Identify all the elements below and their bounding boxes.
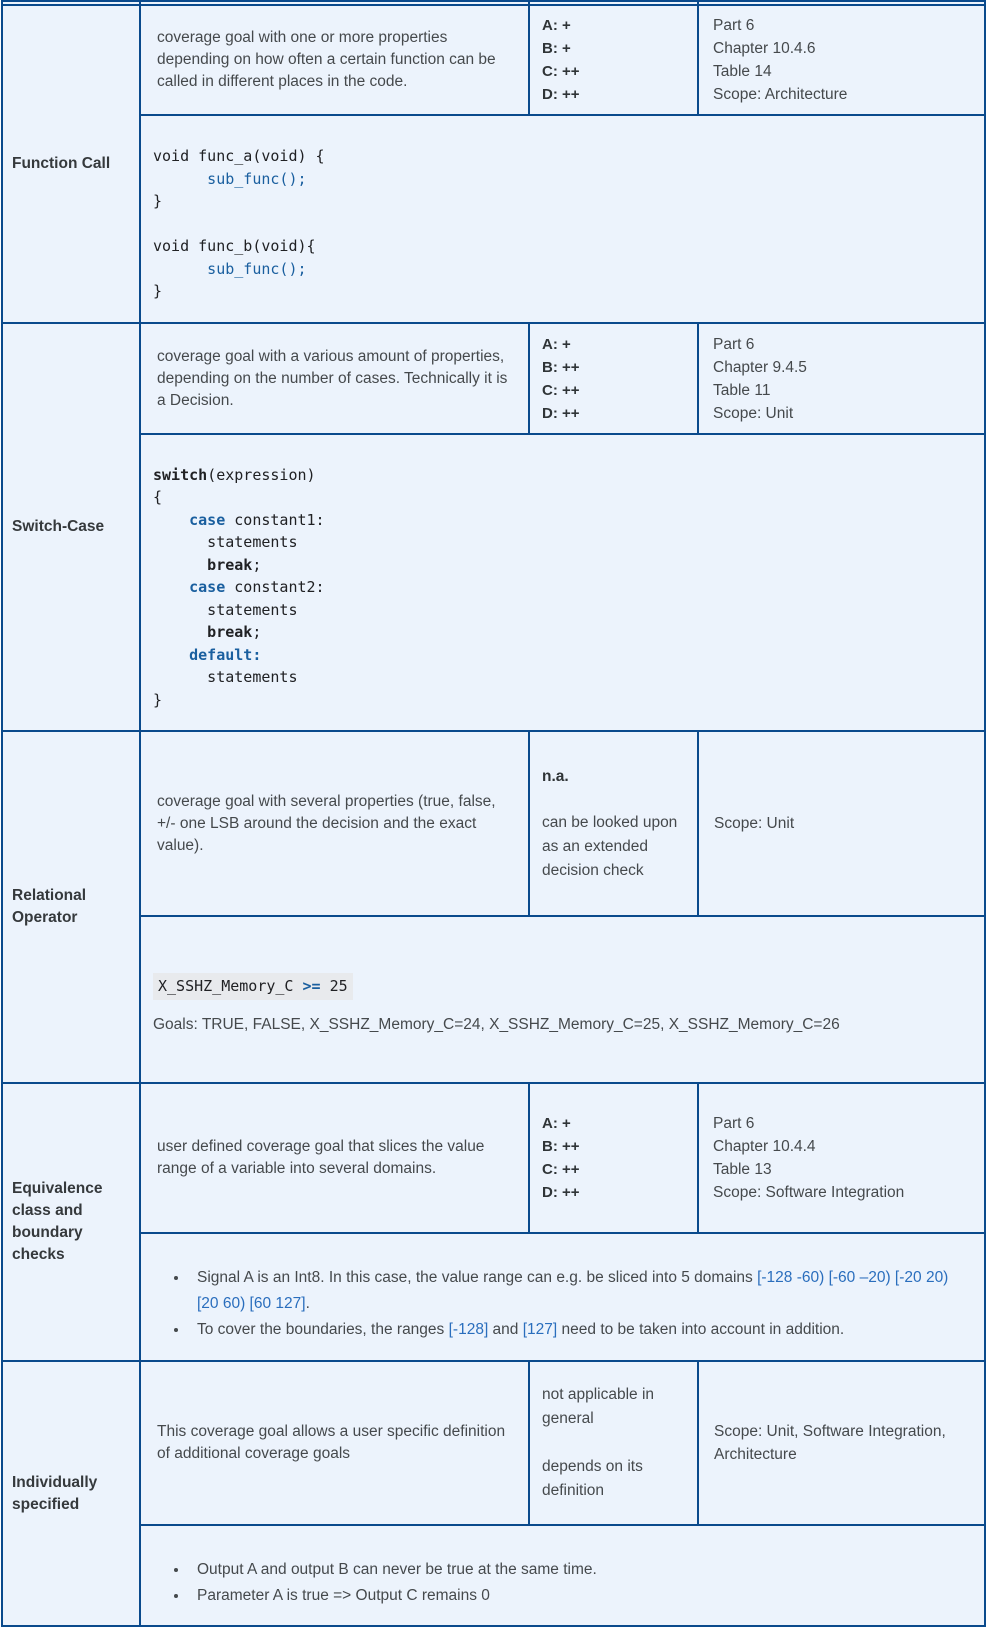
- code-token: case: [153, 510, 226, 529]
- code-token: 25: [320, 977, 348, 995]
- code-token: statements: [153, 600, 298, 619]
- reference-line: Scope: Unit: [713, 404, 794, 422]
- bullet-item: [189, 1583, 964, 1609]
- code-token: sub_func();: [153, 169, 307, 188]
- relational-example-cell: [140, 916, 985, 1083]
- code-token: (expression): [207, 465, 316, 484]
- code-line: [153, 258, 968, 281]
- code-token: sub_func();: [153, 259, 307, 278]
- code-line: [153, 689, 968, 712]
- description-cell: coverage goal with several properties (true, false, +/- one LSB around the decision and the exact value).: [140, 731, 529, 916]
- asil-rating-cell: [529, 1083, 698, 1233]
- na-note: depends on its definition: [542, 1458, 643, 1499]
- asil-line: B: +: [542, 40, 571, 57]
- description-cell: coverage goal with one or more properties depending on how often a certain function can be called in different places in the code.: [140, 5, 529, 115]
- range-link[interactable]: [127]: [522, 1321, 558, 1338]
- coverage-goals-table: [1, 0, 986, 1627]
- bullet-list: [165, 1557, 964, 1609]
- row-switch-case-example: [2, 434, 985, 731]
- code-line: [153, 644, 968, 667]
- bullet-text: need to be taken into account in addition.: [557, 1321, 845, 1338]
- asil-rating-cell: [529, 323, 698, 434]
- example-bullets-cell: [140, 1525, 985, 1626]
- code-line: [153, 280, 968, 303]
- na-label: n.a.: [542, 767, 569, 785]
- bullet-text: .: [305, 1295, 310, 1312]
- reference-line: Part 6: [713, 335, 755, 353]
- na-note: not applicable in general: [542, 1386, 655, 1427]
- code-token: constant2:: [225, 578, 325, 597]
- reference-line: Table 11: [713, 381, 771, 399]
- row-individually-specified-example: [2, 1525, 985, 1626]
- bullet-item: [189, 1557, 964, 1583]
- code-token: ;: [252, 623, 262, 642]
- code-line: [153, 599, 968, 622]
- code-token: default:: [153, 645, 262, 664]
- row-equivalence-header: [2, 1083, 985, 1233]
- row-function-call-header: [2, 5, 985, 115]
- range-link[interactable]: [-128 -60) [-60 –20) [-20 20) [20 60) [60 127]: [197, 1269, 949, 1312]
- asil-line: A: +: [542, 335, 571, 353]
- reference-line: Part 6: [713, 17, 755, 34]
- description-cell: coverage goal with a various amount of properties, depending on the number of cases. Technically it is a Decision.: [140, 323, 529, 434]
- row-relational-operator-example: [2, 916, 985, 1083]
- asil-line: D: ++: [542, 1184, 580, 1201]
- asil-line: D: ++: [542, 86, 580, 103]
- asil-line: B: ++: [542, 358, 580, 376]
- code-token: break: [153, 555, 253, 574]
- code-line: [153, 666, 968, 689]
- code-example-cell: [140, 434, 985, 731]
- asil-rating-cell: [529, 5, 698, 115]
- code-token: void func_a(void) {: [153, 147, 325, 166]
- description-cell: This coverage goal allows a user specific definition of additional coverage goals: [140, 1361, 529, 1525]
- row-individually-specified-header: [2, 1361, 985, 1525]
- bullet-item: [189, 1317, 964, 1343]
- reference-line: Part 6: [713, 1115, 755, 1132]
- scope-line: Scope: Unit, Software Integration, Architecture: [714, 1423, 946, 1463]
- asil-line: C: ++: [542, 381, 580, 399]
- asil-line: B: ++: [542, 1138, 580, 1155]
- row-label-equivalence: Equivalence class and boundary checks: [2, 1083, 140, 1361]
- code-token: case: [153, 578, 226, 597]
- code-block: [153, 464, 968, 712]
- scope-cell: [698, 731, 985, 916]
- scope-cell: [698, 1361, 985, 1525]
- scope-line: Scope: Unit: [714, 815, 795, 832]
- asil-line: D: ++: [542, 404, 580, 422]
- asil-line: A: +: [542, 17, 571, 34]
- asil-line: A: +: [542, 1115, 571, 1132]
- code-line: [153, 145, 968, 168]
- code-example-cell: [140, 115, 985, 323]
- code-line: [153, 486, 968, 509]
- bullet-list: [165, 1265, 964, 1343]
- code-line: [153, 509, 968, 532]
- reference-line: Chapter 9.4.5: [713, 358, 807, 376]
- reference-line: Scope: Architecture: [713, 86, 848, 103]
- code-line: [153, 531, 968, 554]
- code-block: [153, 145, 968, 303]
- row-switch-case-header: [2, 323, 985, 434]
- bullet-text: Output A and output B can never be true at the same time.: [197, 1560, 597, 1578]
- bullet-text: Parameter A is true => Output C remains 0: [197, 1586, 490, 1604]
- range-link[interactable]: [-128]: [448, 1321, 489, 1338]
- inline-code: [153, 973, 353, 1000]
- bullet-text: and: [488, 1321, 523, 1338]
- code-token: void func_b(void){: [153, 237, 316, 256]
- bullet-item: [189, 1265, 964, 1317]
- reference-cell: [698, 323, 985, 434]
- code-token: statements: [153, 668, 298, 687]
- code-line: [153, 168, 968, 191]
- code-token: }: [153, 192, 163, 211]
- not-applicable-cell: [529, 1361, 698, 1525]
- row-equivalence-example: [2, 1233, 985, 1361]
- code-line: [153, 235, 968, 258]
- code-token: switch: [153, 465, 208, 484]
- row-label-function-call: Function Call: [2, 5, 140, 323]
- code-token: X_SSHZ_Memory_C: [158, 977, 303, 995]
- code-token: >=: [302, 977, 321, 995]
- asil-line: C: ++: [542, 1161, 580, 1178]
- code-token: {: [153, 488, 163, 507]
- reference-line: Scope: Software Integration: [713, 1184, 905, 1201]
- description-cell: user defined coverage goal that slices the value range of a variable into several domains.: [140, 1083, 529, 1233]
- reference-line: Table 14: [713, 63, 772, 80]
- row-label-switch-case: Switch-Case: [2, 323, 140, 731]
- reference-cell: [698, 5, 985, 115]
- code-line-empty: [153, 213, 968, 236]
- row-function-call-example: [2, 115, 985, 323]
- row-relational-operator-header: [2, 731, 985, 916]
- goals-text: Goals: TRUE, FALSE, X_SSHZ_Memory_C=24, X_SSHZ_Memory_C=25, X_SSHZ_Memory_C=26: [153, 1016, 840, 1033]
- code-token: constant1:: [225, 510, 325, 529]
- row-label-relational-operator: Relational Operator: [2, 731, 140, 1083]
- code-token: }: [153, 690, 163, 709]
- reference-line: Table 13: [713, 1161, 772, 1178]
- code-token: break: [153, 623, 253, 642]
- code-token: statements: [153, 533, 298, 552]
- bullet-text: Signal A is an Int8. In this case, the value range can e.g. be sliced into 5 domains: [197, 1269, 758, 1286]
- reference-line: Chapter 10.4.4: [713, 1138, 816, 1155]
- row-label-individually-specified: Individually specified: [2, 1361, 140, 1626]
- code-line: [153, 621, 968, 644]
- code-line: [153, 576, 968, 599]
- not-applicable-cell: [529, 731, 698, 916]
- reference-cell: [698, 1083, 985, 1233]
- code-line: [153, 464, 968, 487]
- bullet-text: To cover the boundaries, the ranges: [197, 1321, 449, 1338]
- reference-line: Chapter 10.4.6: [713, 40, 816, 57]
- code-token: ;: [252, 555, 262, 574]
- code-line: [153, 190, 968, 213]
- example-bullets-cell: [140, 1233, 985, 1361]
- asil-line: C: ++: [542, 63, 580, 80]
- na-note: can be looked upon as an extended decision check: [542, 813, 678, 879]
- code-token: }: [153, 282, 163, 301]
- code-line: [153, 554, 968, 577]
